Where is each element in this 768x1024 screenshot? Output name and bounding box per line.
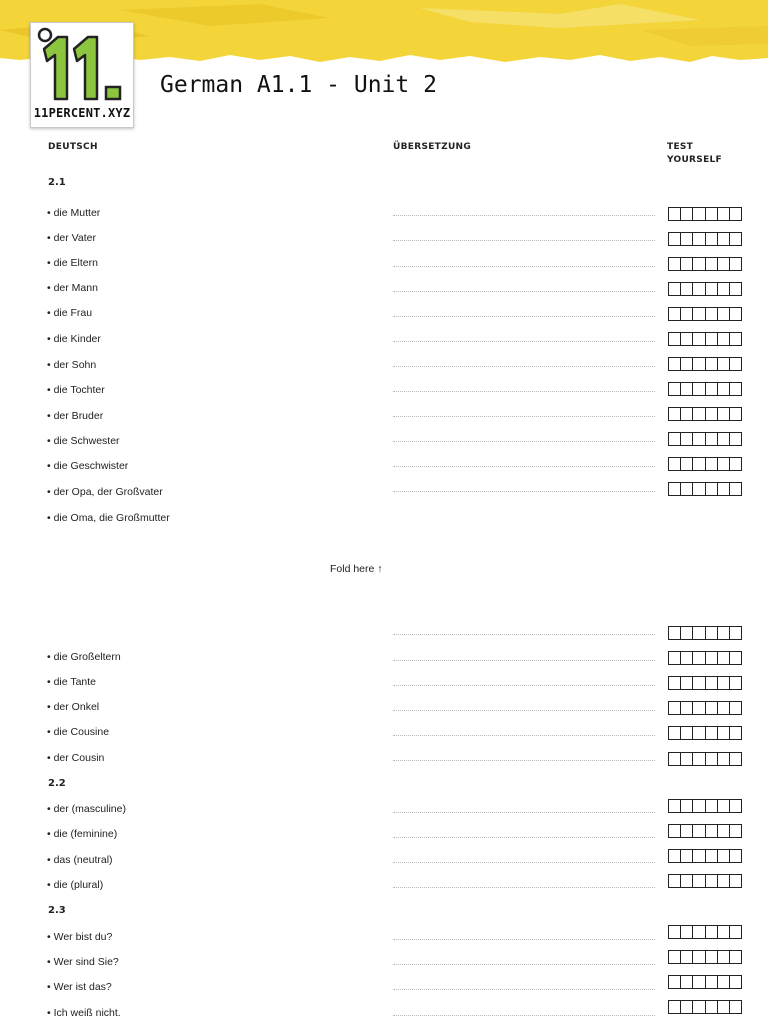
- translation-line[interactable]: [393, 215, 655, 216]
- column-header-deutsch: DEUTSCH: [48, 142, 98, 152]
- test-boxes[interactable]: [668, 676, 742, 690]
- test-boxes[interactable]: [668, 975, 742, 989]
- vocab-word: • die Geschwister: [47, 460, 129, 472]
- test-boxes[interactable]: [668, 382, 742, 396]
- vocab-word: • der Onkel: [47, 701, 100, 713]
- translation-line[interactable]: [393, 710, 655, 711]
- vocab-word: • der Bruder: [47, 410, 104, 422]
- vocab-word: • die Cousine: [47, 726, 110, 738]
- translation-line[interactable]: [393, 989, 655, 990]
- column-header-test-line1: TEST: [667, 142, 694, 152]
- vocab-word: • die (plural): [47, 879, 104, 891]
- test-boxes[interactable]: [668, 482, 742, 496]
- translation-line[interactable]: [393, 316, 655, 317]
- translation-line[interactable]: [393, 441, 655, 442]
- vocab-word: • die Tante: [47, 676, 97, 688]
- translation-line[interactable]: [393, 812, 655, 813]
- test-boxes[interactable]: [668, 232, 742, 246]
- test-boxes[interactable]: [668, 432, 742, 446]
- vocab-word: • die Oma, die Großmutter: [47, 512, 170, 524]
- vocab-word: • die Frau: [47, 307, 93, 319]
- vocab-word: • der (masculine): [47, 803, 126, 815]
- test-boxes[interactable]: [668, 307, 742, 321]
- vocab-word: • die (feminine): [47, 828, 118, 840]
- translation-line[interactable]: [393, 466, 655, 467]
- test-boxes[interactable]: [668, 874, 742, 888]
- vocab-word: • die Großeltern: [47, 651, 121, 663]
- vocab-word: • die Tochter: [47, 384, 105, 396]
- translation-line[interactable]: [393, 964, 655, 965]
- translation-line[interactable]: [393, 939, 655, 940]
- section-heading-2-1: 2.1: [48, 177, 66, 188]
- test-boxes[interactable]: [668, 701, 742, 715]
- translation-line[interactable]: [393, 862, 655, 863]
- translation-line[interactable]: [393, 1015, 655, 1016]
- column-header-uebersetzung: ÜBERSETZUNG: [393, 142, 472, 152]
- test-boxes[interactable]: [668, 726, 742, 740]
- vocab-word: • der Mann: [47, 282, 98, 294]
- test-boxes[interactable]: [668, 626, 742, 640]
- vocab-word: • die Eltern: [47, 257, 98, 269]
- fold-marker: Fold here ↑: [330, 563, 383, 575]
- test-boxes[interactable]: [668, 950, 742, 964]
- vocab-word: • die Kinder: [47, 333, 101, 345]
- test-boxes[interactable]: [668, 824, 742, 838]
- vocab-word: • der Sohn: [47, 359, 97, 371]
- test-boxes[interactable]: [668, 925, 742, 939]
- test-boxes[interactable]: [668, 457, 742, 471]
- vocab-word: • Ich weiß nicht.: [47, 1007, 121, 1019]
- logo-mark-icon: [34, 25, 130, 105]
- translation-line[interactable]: [393, 341, 655, 342]
- translation-line[interactable]: [393, 416, 655, 417]
- vocab-word: • der Vater: [47, 232, 97, 244]
- page-title: German A1.1 - Unit 2: [160, 72, 437, 98]
- translation-line[interactable]: [393, 887, 655, 888]
- vocab-word: • der Opa, der Großvater: [47, 486, 163, 498]
- vocab-word: • der Cousin: [47, 752, 105, 764]
- test-boxes[interactable]: [668, 257, 742, 271]
- test-boxes[interactable]: [668, 282, 742, 296]
- translation-line[interactable]: [393, 760, 655, 761]
- translation-line[interactable]: [393, 266, 655, 267]
- translation-line[interactable]: [393, 685, 655, 686]
- section-heading-2-3: 2.3: [48, 905, 66, 916]
- translation-line[interactable]: [393, 837, 655, 838]
- translation-line[interactable]: [393, 735, 655, 736]
- translation-line[interactable]: [393, 391, 655, 392]
- translation-line[interactable]: [393, 240, 655, 241]
- test-boxes[interactable]: [668, 799, 742, 813]
- test-boxes[interactable]: [668, 332, 742, 346]
- vocab-word: • Wer sind Sie?: [47, 956, 119, 968]
- vocab-word: • die Mutter: [47, 207, 101, 219]
- column-header-test: [667, 141, 722, 167]
- vocab-word: • Wer ist das?: [47, 981, 112, 993]
- translation-line[interactable]: [393, 291, 655, 292]
- translation-line[interactable]: [393, 660, 655, 661]
- section-heading-2-2: 2.2: [48, 778, 66, 789]
- logo: [30, 22, 134, 128]
- logo-text: 11PERCENT.XYZ: [33, 106, 131, 120]
- translation-line[interactable]: [393, 491, 655, 492]
- test-boxes[interactable]: [668, 752, 742, 766]
- column-header-test-line2: YOURSELF: [667, 155, 722, 165]
- test-boxes[interactable]: [668, 357, 742, 371]
- translation-line[interactable]: [393, 366, 655, 367]
- test-boxes[interactable]: [668, 651, 742, 665]
- vocab-word: • Wer bist du?: [47, 931, 113, 943]
- test-boxes[interactable]: [668, 849, 742, 863]
- vocab-word: • die Schwester: [47, 435, 120, 447]
- translation-line[interactable]: [393, 634, 655, 635]
- vocab-word: • das (neutral): [47, 854, 113, 866]
- test-boxes[interactable]: [668, 207, 742, 221]
- test-boxes[interactable]: [668, 407, 742, 421]
- test-boxes[interactable]: [668, 1000, 742, 1014]
